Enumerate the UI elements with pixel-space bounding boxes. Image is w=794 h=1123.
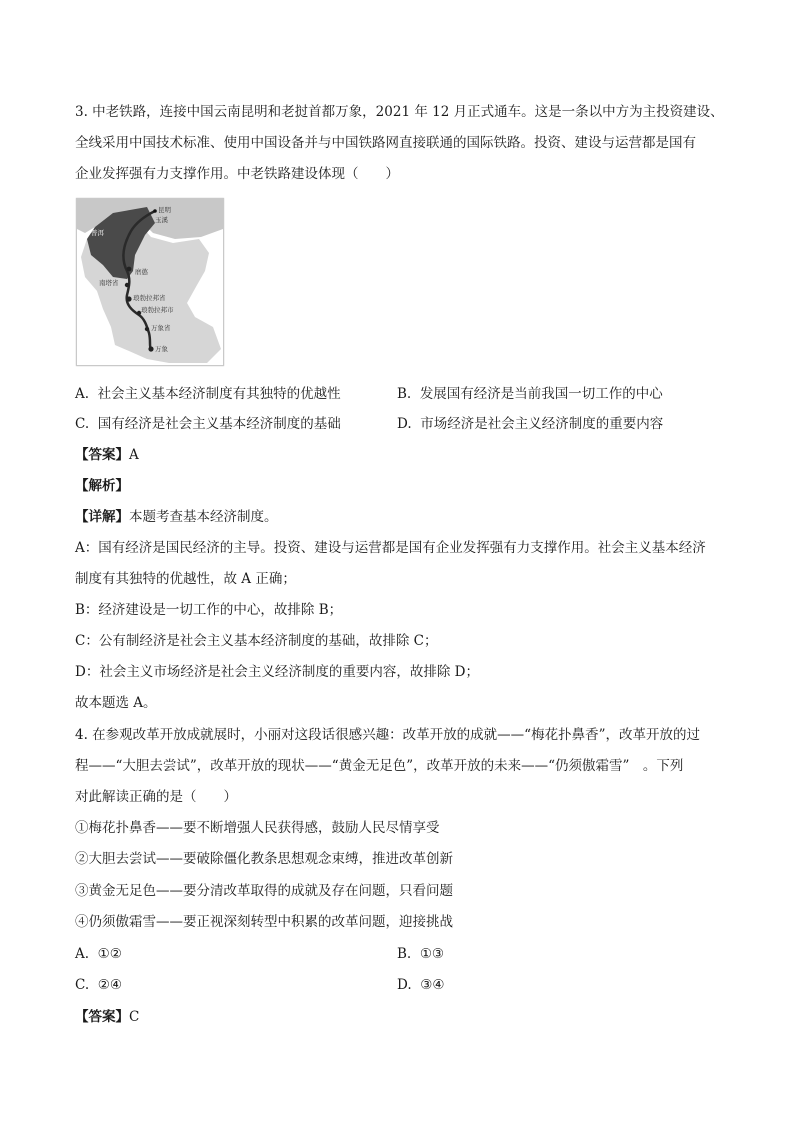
detail-intro: 本题考查基本经济制度。	[129, 509, 278, 525]
label-puer: 普洱	[91, 229, 104, 237]
railway-map	[76, 198, 224, 366]
option-key: B.	[397, 946, 412, 962]
option-text: ②④	[97, 977, 122, 993]
q3-stem-line-2: 全线采用中国技术标准、使用中国设备并与中国铁路网直接联通的国际铁路。投资、建设与运营都是国有	[75, 135, 696, 151]
answer-tag: 【答案】	[75, 1009, 129, 1025]
q4-statement-3: ③黄金无足色——要分清改革取得的成就及存在问题，只看问题	[75, 883, 453, 899]
option-key: D.	[397, 416, 412, 432]
q4-option-a	[75, 945, 122, 963]
label-yuxi: 玉溪	[155, 216, 168, 224]
q4-option-c	[75, 976, 122, 994]
option-text: 发展国有经济是当前我国一切工作的中心	[419, 386, 663, 402]
option-key: B.	[397, 386, 412, 402]
q4-statement-1: ①梅花扑鼻香——要不断增强人民获得感，鼓励人民尽情享受	[75, 820, 440, 836]
option-key: D.	[397, 977, 412, 993]
q3-stem-line-1: 3. 中老铁路，连接中国云南昆明和老挝首都万象，2021 年 12 月正式通车。这是一条以中方为主投资建设、	[75, 104, 724, 120]
label-nantha: 南塔省	[99, 279, 119, 287]
option-text: 市场经济是社会主义经济制度的重要内容	[420, 416, 664, 432]
q4-stem-line-1: 4. 在参观改革开放成就展时，小丽对这段话很感兴趣：改革开放的成就——“梅花扑鼻香”，改革开放的过	[75, 727, 700, 743]
label-luang-prabang: 琅勃拉邦省	[133, 294, 166, 302]
q4-statement-4: ④仍须傲霜雪——要正视深刻转型中积累的改革问题，迎接挑战	[75, 914, 453, 930]
q3-option-d	[397, 415, 663, 433]
q3-explain-line-3: B：经济建设是一切工作的中心，故排除 B；	[75, 602, 343, 618]
option-key: A.	[75, 386, 90, 402]
option-text: 国有经济是社会主义基本经济制度的基础	[97, 416, 341, 432]
q3-explain-line-5: D：社会主义市场经济是社会主义经济制度的重要内容，故排除 D；	[75, 664, 479, 680]
q3-explain-line-2: 制度有其独特的优越性，故 A 正确；	[75, 571, 296, 587]
q4-answer	[75, 1008, 139, 1026]
label-kunming: 昆明	[158, 206, 171, 214]
q4-statement-2: ②大胆去尝试——要破除僵化教条思想观念束缚，推进改革创新	[75, 851, 453, 867]
station-kunming	[153, 209, 157, 213]
station-puer	[127, 267, 132, 272]
q3-option-b	[397, 385, 663, 403]
q4-stem-line-2: 程——“大胆去尝试”，改革开放的现状——“黄金无足色”，改革开放的未来——“仍须傲霜雪” 。下列	[75, 758, 684, 774]
q3-detail	[75, 508, 278, 526]
q3-explain-line-6: 故本题选 A。	[75, 695, 157, 711]
q3-explain-line-1: A：国有经济是国民经济的主导。投资、建设与运营都是国有企业发挥强有力支撑作用。社会主义基本经济	[75, 540, 706, 556]
station-vientiane	[148, 346, 153, 351]
option-key: C.	[75, 977, 90, 993]
label-mohan: 磨憨	[135, 268, 148, 276]
q3-stem-line-3: 企业发挥强有力支撑作用。中老铁路建设体现（ ）	[75, 166, 399, 182]
option-key: C.	[75, 416, 90, 432]
answer-value: C	[129, 1009, 140, 1025]
q3-answer	[75, 446, 139, 464]
option-text: ①③	[419, 946, 445, 962]
q4-option-d	[397, 976, 444, 994]
label-luang-prabang-city: 琅勃拉邦市	[141, 306, 174, 314]
option-text: 社会主义基本经济制度有其独特的优越性	[97, 386, 341, 402]
option-text: ①②	[97, 946, 122, 962]
detail-tag: 【详解】	[75, 509, 129, 525]
q3-option-c	[75, 415, 341, 433]
station-mohan	[125, 283, 129, 287]
label-vientiane: 万象	[155, 345, 168, 353]
station-luang-prabang	[126, 296, 131, 301]
answer-value: A	[129, 447, 139, 463]
q4-option-b	[397, 945, 444, 963]
answer-tag: 【答案】	[75, 447, 129, 463]
option-text: ③④	[420, 977, 445, 993]
option-key: A.	[75, 946, 90, 962]
q3-analysis-heading	[75, 477, 129, 495]
q4-stem-line-3: 对此解读正确的是（ ）	[75, 789, 237, 805]
q3-explain-line-4: C：公有制经济是社会主义基本经济制度的基础，故排除 C；	[75, 633, 438, 649]
railway-map-graphic	[77, 199, 223, 365]
station-vientiane-province	[145, 327, 149, 331]
q3-option-a	[75, 385, 341, 403]
label-vientiane-province: 万象省	[151, 324, 171, 332]
analysis-tag: 【解析】	[75, 478, 129, 494]
